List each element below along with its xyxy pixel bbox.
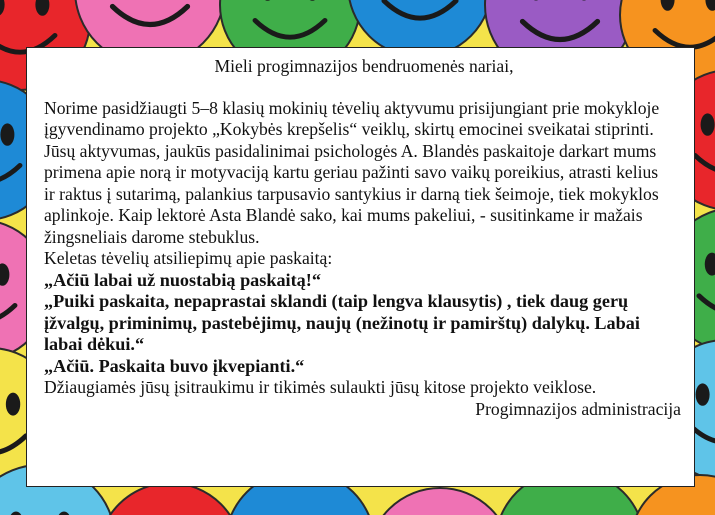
feedback-quote-2: „Puiki paskaita, nepaprastai sklandi (taip lengva klausytis) , tiek daug gerų įžvalgų, priminimų, pastebėjimų, naujų (nežinotų ir pamirštų) dalykų. Labai labai dėkui.“: [44, 291, 640, 354]
feedback-quote-1: „Ačiū labai už nuostabią paskaitą!“: [44, 269, 321, 290]
feedback-quote-3: „Ačiū. Paskaita buvo įkvepianti.“: [44, 355, 305, 376]
letter-greeting: Mieli progimnazijos bendruomenės nariai,: [214, 56, 514, 76]
feedback-intro: Keletas tėvelių atsiliepimų apie paskaitą:: [44, 248, 333, 268]
letter-body: Norime pasidžiaugti 5–8 klasių mokinių tėvelių aktyvumu prisijungiant prie mokykloje įgyvendinamo projekto „Kokybės krepšelis“ veiklų, skirtų emocinei sveikatai stiprinti. Jūsų aktyvumas, jaukūs pasidalinimai psichologės A. Blandės paskaitoje darkart mums primena apie norą ir motyvaciją kartu geriau pažinti savo vaikų poreikius, atrasti kelius ir raktus į sutarimą, palankius tarpusavio santykius ir darną tiek šeimoje, tiek mokyklos aplinkoje. Kaip lektorė Asta Blandė sako, kai mums pakeliui, - susitinkame ir mažais žingsneliais darome stebuklus.: [44, 97, 660, 247]
letter-closing: Džiaugiamės jūsų įsitraukimu ir tikimės sulaukti jūsų kitose projekto veiklose.: [44, 377, 597, 397]
letter-card: [26, 47, 695, 487]
letter-signature: Progimnazijos administracija: [475, 398, 681, 419]
